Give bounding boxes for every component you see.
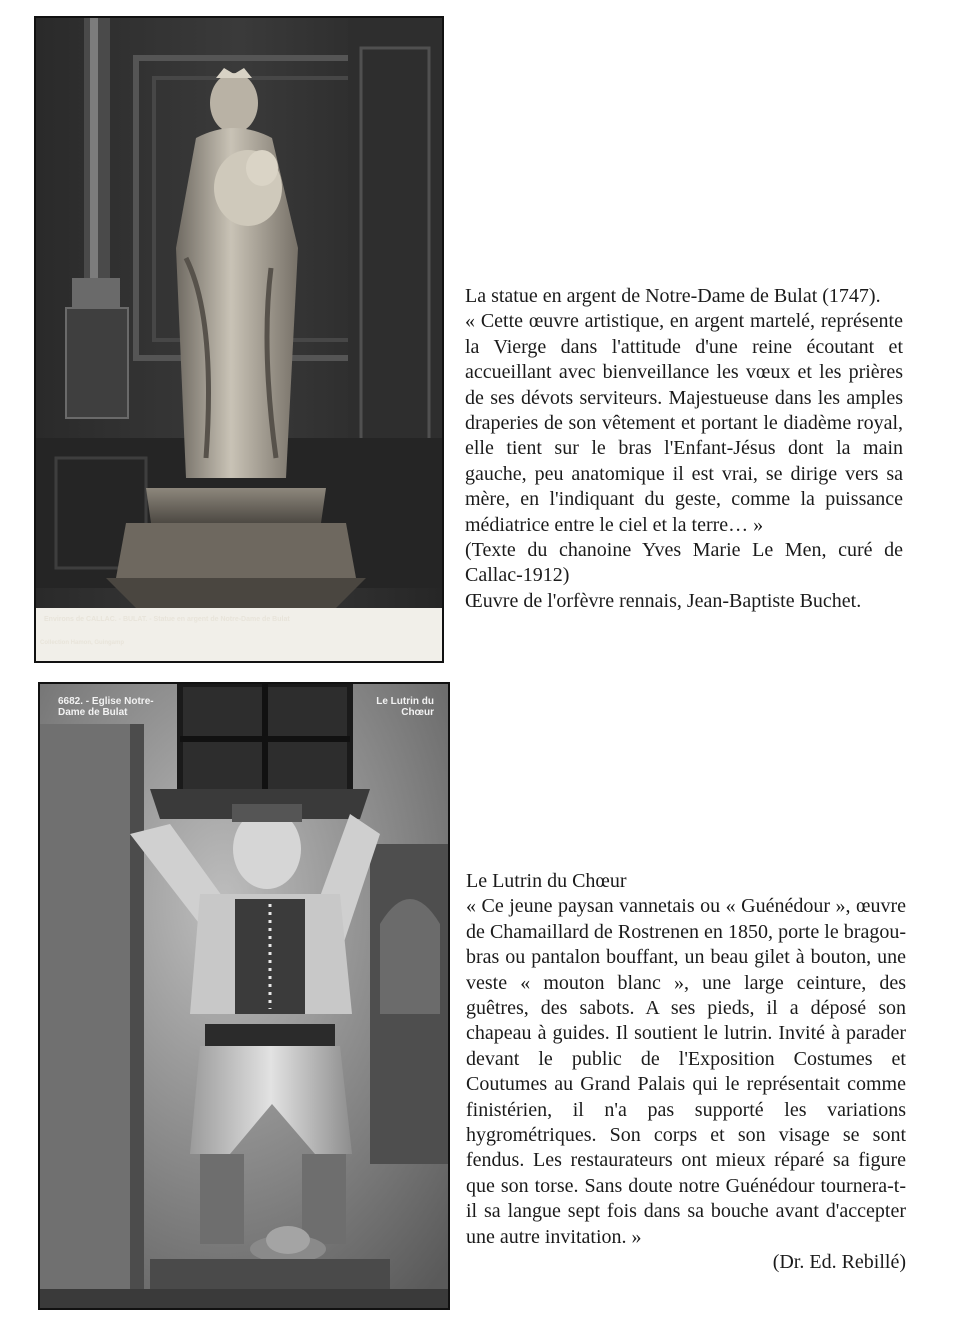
statue-illustration xyxy=(36,18,442,661)
lutrin-quote: « Ce jeune paysan vannetais ou « Guénédour », œuvre de Chamaillard de Rostrenen en 1850, porte le bragou-bras ou pantalon bouffant, un beau gilet à bouton, une veste « mouton blanc », une large ceinture, des guêtres, des sabots. A ses pieds, il a déposé son chapeau à guides. Il soutient le lutrin. Invité à parader devant le public de l'Exposition Costumes et Coutumes au Grand Palais qui le représentait comme finistérien, il n'a pas supporté les variations hygrométriques. Son corps et son visage se sont fendus. Les restaurateurs ont mieux réparé sa figure que son torse. Sans doute notre Guénédour tournera-t-il sa langue sept fois dans sa bouche avant d'accepter une autre invitation. » xyxy=(466,895,906,1248)
statue-quote: « Cette œuvre artistique, en argent martelé, représente la Vierge dans l'attitude d'une reine écoutant et accueillant avec bienveillance les vœux et les prières de ses dévots serviteurs. Majestueuse dans les amples draperies de son vêtement et portant le diadème royal, elle tient sur le bras l'Enfant-Jésus dont la main gauche, peu anatomique il est vrai, se dirige vers sa mère, en l'indiquant du geste, comme la puissance médiatrice entre le ciel et la terre… » xyxy=(465,310,903,536)
lutrin-illustration xyxy=(40,684,448,1308)
photo-caption-left: 6682. - Eglise Notre-Dame de Bulat xyxy=(58,696,154,718)
statue-description xyxy=(465,284,903,614)
statue-title: La statue en argent de Notre-Dame de Bulat (1747). xyxy=(465,285,881,307)
photo-collection-credit: Collection Hamon, Guingamp xyxy=(40,640,125,646)
photo-lutrin-du-choeur xyxy=(38,682,450,1310)
lutrin-title: Le Lutrin du Chœur xyxy=(466,870,627,892)
author-signature: (Dr. Ed. Rebillé) xyxy=(772,1251,906,1274)
lutrin-description xyxy=(466,869,906,1276)
photo-caption: Environs de CALLAC. - BULAT. - Statue en argent de Notre-Dame de Bulat xyxy=(44,616,290,623)
photo-caption-right: Le Lutrin du Chœur xyxy=(376,696,434,718)
statue-source: (Texte du chanoine Yves Marie Le Men, curé de Callac-1912) xyxy=(465,539,903,587)
statue-credit: Œuvre de l'orfèvre rennais, Jean-Baptiste Buchet. xyxy=(465,589,862,612)
photo-statue-notre-dame xyxy=(34,16,444,663)
